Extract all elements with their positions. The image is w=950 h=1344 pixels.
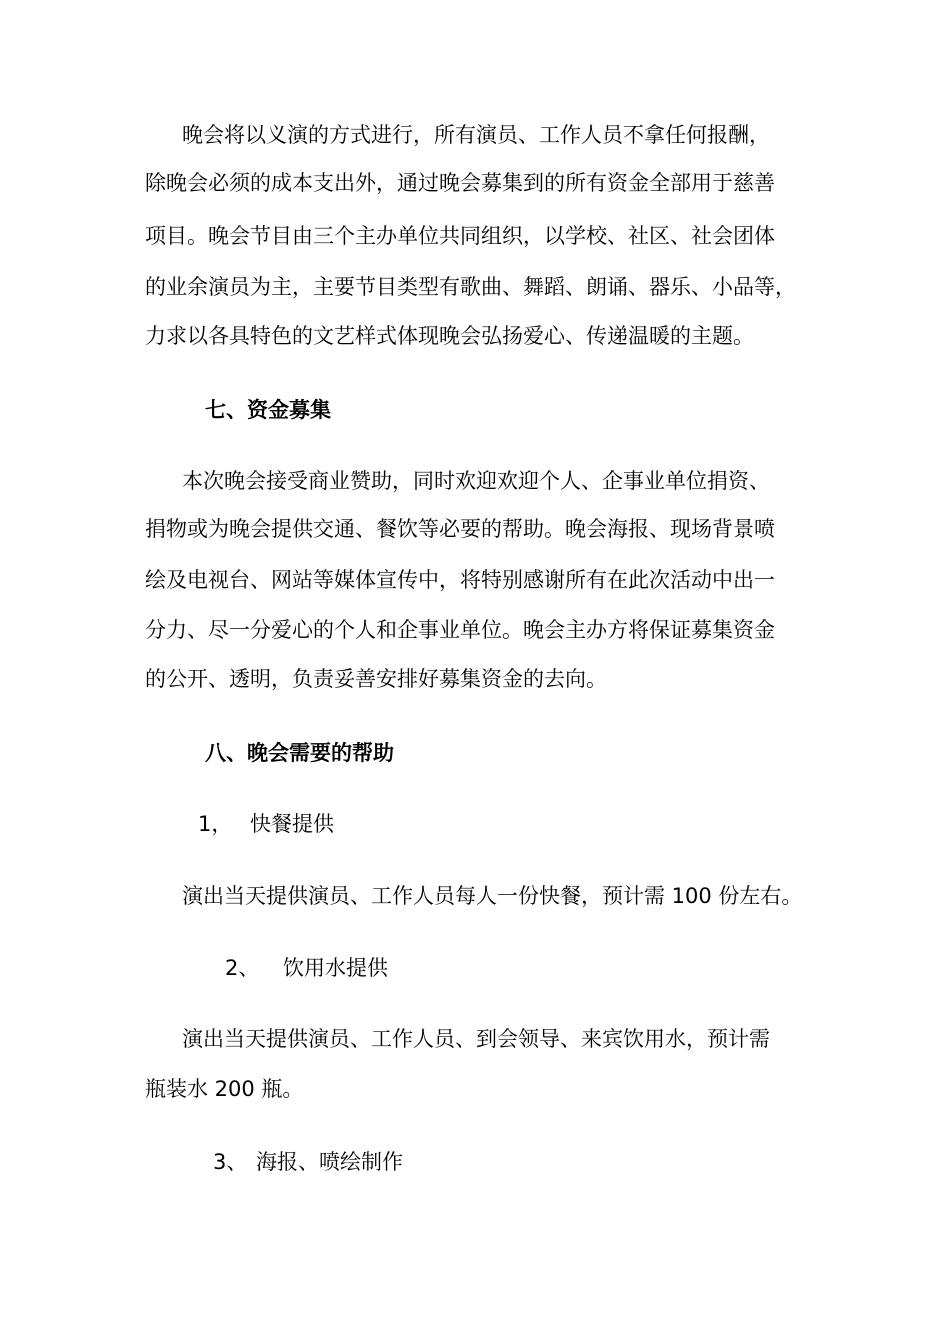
paragraph-line: 捐物或为晚会提供交通、餐饮等必要的帮助。晚会海报、现场背景喷 [145,517,775,541]
paragraph-line: 项目。晚会节目由三个主办单位共同组织，以学校、社区、社会团体 [145,224,775,248]
paragraph-line: 的业余演员为主，主要节目类型有歌曲、舞蹈、朗诵、器乐、小品等， [145,275,796,299]
paragraph-line: 力求以各具特色的文艺样式体现晚会弘扬爱心、传递温暖的主题。 [145,324,754,348]
section-heading-fundraising: 七、资金募集 [205,398,331,422]
item-title: 海报、喷绘制作 [256,1150,403,1174]
item-body-line: 瓶装水 200 瓶。 [145,1077,304,1101]
paragraph-line: 除晚会必须的成本支出外，通过晚会募集到的所有资金全部用于慈善 [145,171,775,195]
paragraph-line: 本次晚会接受商业赞助，同时欢迎欢迎个人、企事业单位捐资、 [182,469,770,493]
paragraph-line: 分力、尽一分爱心的个人和企事业单位。晚会主办方将保证募集资金 [145,618,775,642]
item-number: 2、 [225,956,260,980]
item-number: 3、 [213,1150,248,1174]
section-heading-help-needed: 八、晚会需要的帮助 [205,741,394,765]
item-number: 1， [198,812,233,836]
item-title: 饮用水提供 [283,956,388,980]
item-body-line: 演出当天提供演员、工作人员、到会领导、来宾饮用水，预计需 [182,1027,770,1051]
item-title: 快餐提供 [250,812,334,836]
paragraph-line: 绘及电视台、网站等媒体宣传中，将特别感谢所有在此次活动中出一 [145,568,775,592]
paragraph-line: 晚会将以义演的方式进行，所有演员、工作人员不拿任何报酬， [182,123,770,147]
item-body-line: 演出当天提供演员、工作人员每人一份快餐，预计需 100 份左右。 [182,884,803,908]
paragraph-line: 的公开、透明，负责妥善安排好募集资金的去向。 [145,667,607,691]
